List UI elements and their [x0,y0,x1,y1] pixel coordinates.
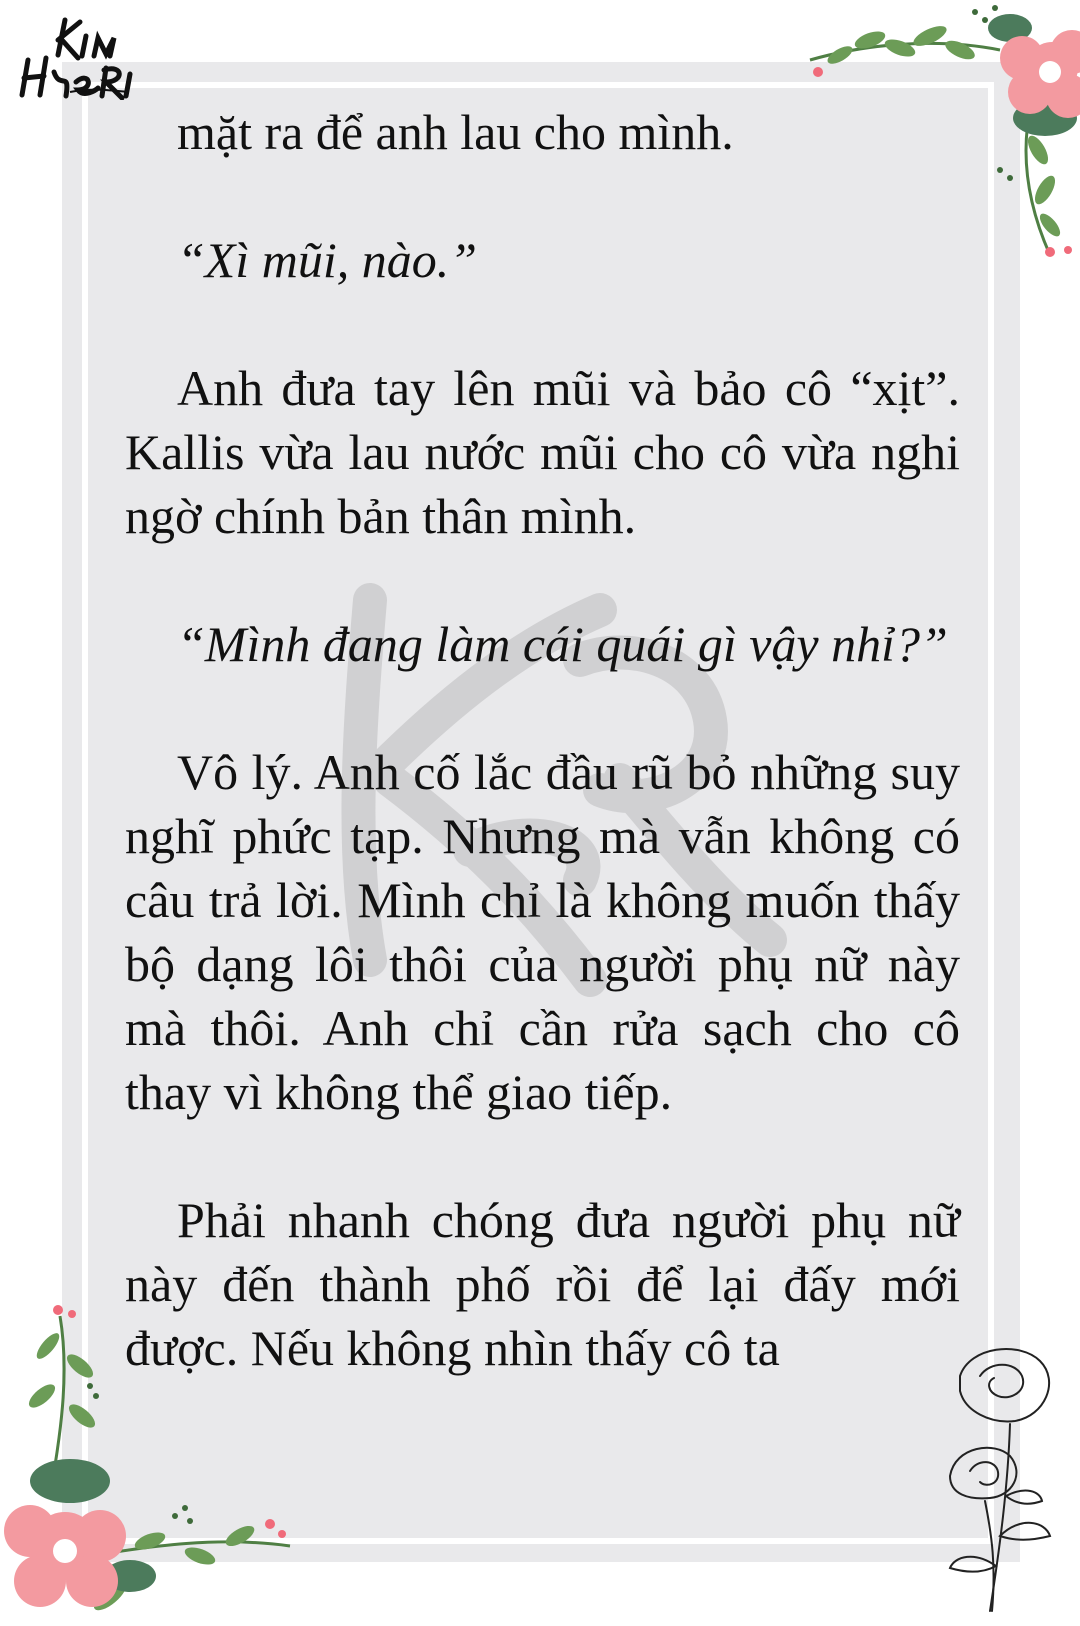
team-logo-icon [10,10,150,100]
paragraph-2-dialogue: “Xì mũi, nào.” [177,232,478,288]
paragraph-4-thought: “Mình đang làm cái quái gì vậy nhỉ?” [177,616,948,672]
document-body [125,100,960,1444]
paragraph-6: Phải nhanh chóng đưa người phụ nữ này đến thành phố rồi để lại đấy mới được. Nếu không nhìn thấy cô ta [125,1192,960,1376]
paragraph-3: Anh đưa tay lên mũi và bảo cô “xịt”. Kallis vừa lau nước mũi cho cô vừa nghi ngờ chính bản thân mình. [125,360,960,544]
paragraph-1: mặt ra để anh lau cho mình. [177,104,734,160]
paragraph-5: Vô lý. Anh cố lắc đầu rũ bỏ những suy nghĩ phức tạp. Nhưng mà vẫn không có câu trả lời. Mình chỉ là không muốn thấy bộ dạng lôi thôi của người phụ nữ này mà thôi. Anh chỉ cần rửa sạch cho cô thay vì không thể giao tiếp. [125,744,960,1120]
